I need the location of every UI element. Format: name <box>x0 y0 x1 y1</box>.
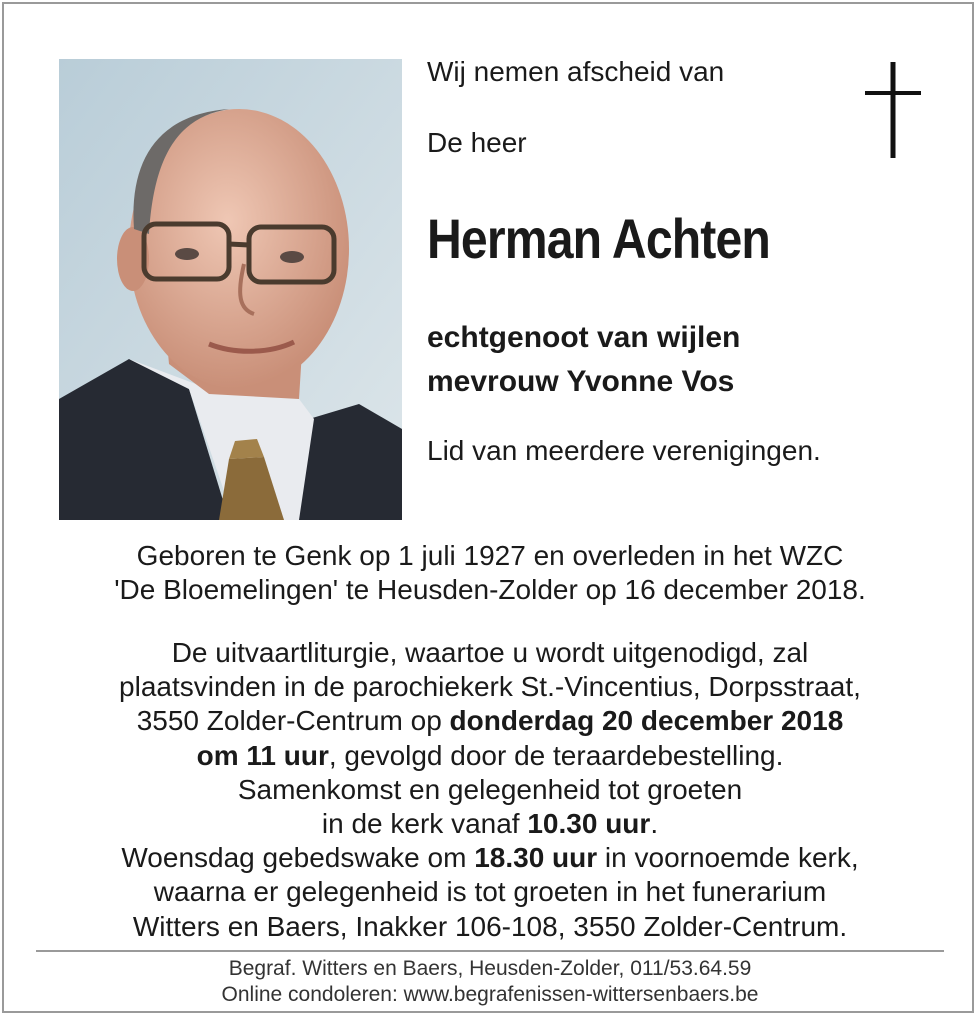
funeral-time: om 11 uur <box>196 739 329 771</box>
funeral-line-8: waarna er gelegenheid is tot groeten in het funerarium <box>153 876 827 908</box>
funeral-date: donderdag 20 december 2018 <box>449 705 844 737</box>
funeral-line-6: in de kerk vanaf 10.30 uur. <box>321 808 659 840</box>
wake-time: 18.30 uur <box>474 842 598 874</box>
honorific: De heer <box>427 127 527 158</box>
funeral-line-5: Samenkomst en gelegenheid tot groeten <box>237 773 743 805</box>
spouse-line-1: echtgenoot van wijlen <box>427 321 741 354</box>
funeral-line-7: Woensdag gebedswake om 18.30 uur in voornoemde kerk, <box>121 842 859 874</box>
footer-divider <box>36 950 944 952</box>
intro-text: Wij nemen afscheid van <box>427 56 725 87</box>
portrait-photo <box>59 59 402 520</box>
birth-line-2: 'De Bloemelingen' te Heusden-Zolder op 16 december 2018. <box>114 574 866 605</box>
funeral-line-2: plaatsvinden in de parochiekerk St.-Vincentius, Dorpsstraat, <box>119 671 861 703</box>
cross-icon <box>862 62 924 160</box>
funeral-details <box>20 636 960 944</box>
footer <box>20 956 960 1008</box>
funeral-line-3: 3550 Zolder-Centrum op donderdag 20 december 2018 <box>136 705 844 737</box>
footer-contact: Begraf. Witters en Baers, Heusden-Zolder, 011/53.64.59 <box>228 957 752 980</box>
deceased-name: Herman Achten <box>427 207 770 270</box>
funeral-line-4: om 11 uur, gevolgd door de teraardebestelling. <box>196 739 784 771</box>
birth-details <box>20 539 960 607</box>
spouse-text <box>427 316 740 404</box>
spouse-line-2: mevrouw Yvonne Vos <box>427 365 735 398</box>
greeting-time: 10.30 uur <box>527 808 651 840</box>
footer-website: Online condoleren: www.begrafenissen-wittersenbaers.be <box>221 983 759 1006</box>
funeral-line-1: De uitvaartliturgie, waartoe u wordt uitgenodigd, zal <box>171 637 809 668</box>
funeral-line-9: Witters en Baers, Inakker 106-108, 3550 Zolder-Centrum. <box>132 910 848 942</box>
birth-line-1: Geboren te Genk op 1 juli 1927 en overleden in het WZC <box>136 540 844 571</box>
membership-text: Lid van meerdere verenigingen. <box>427 435 821 466</box>
